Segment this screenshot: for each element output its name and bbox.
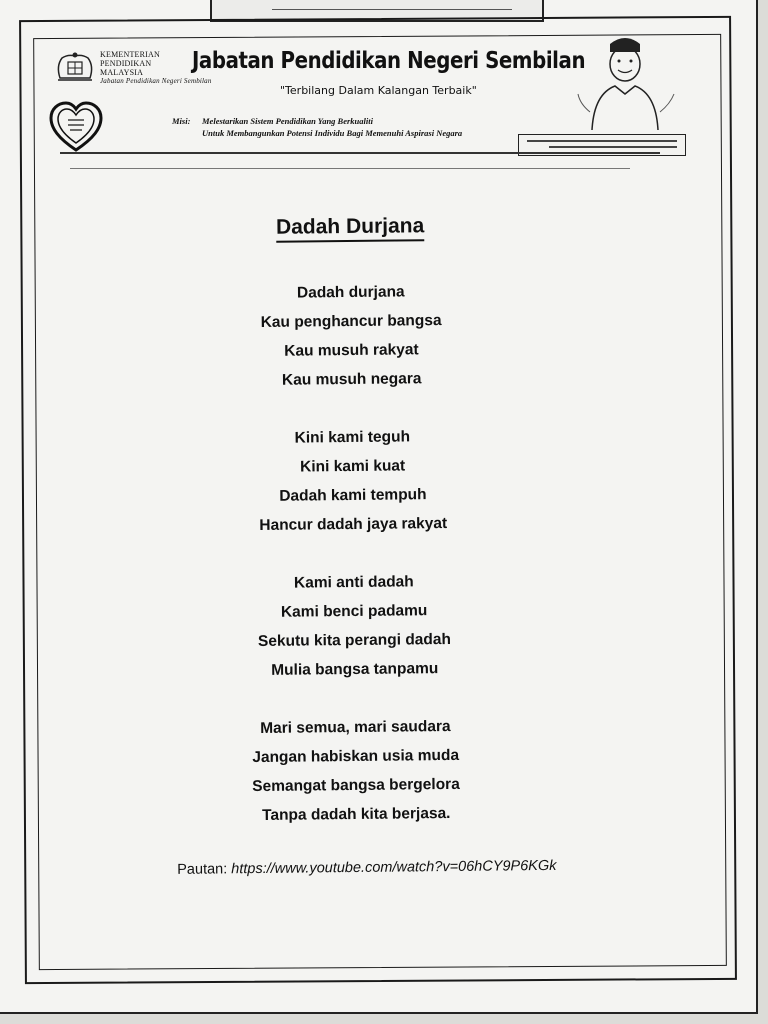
header-rule [70, 168, 630, 169]
ministry-subtitle: Jabatan Pendidikan Negeri Sembilan [100, 77, 212, 85]
poem-line: Kami benci padamu [280, 602, 428, 621]
letterhead [40, 40, 720, 190]
link-label: Pautan: [177, 861, 228, 878]
heart-logo [48, 100, 104, 154]
header-rule [60, 152, 660, 154]
poem-content [100, 212, 607, 880]
poem-line: Mulia bangsa tanpamu [271, 660, 439, 679]
ministry-line: PENDIDIKAN [100, 59, 152, 68]
poem-line: Semangat bangsa bergelora [252, 775, 460, 796]
poem-line: Mari semua, mari saudara [260, 717, 451, 737]
stanza [105, 710, 606, 831]
ministry-line: MALAYSIA [100, 68, 144, 77]
poem-line: Sekutu kita perangi dadah [257, 630, 452, 650]
ministry-line: KEMENTERIAN [100, 50, 160, 59]
poem-line: Kau penghancur bangsa [260, 312, 442, 331]
mission-label: Misi: [172, 116, 191, 126]
poem-line: Jangan habiskan usia muda [252, 746, 460, 767]
mission-line: Melestarikan Sistem Pendidikan Yang Berkualiti [202, 116, 373, 126]
poem-line: Kini kami teguh [294, 428, 411, 447]
youtube-url[interactable]: https://www.youtube.com/watch?v=06hCY9P6KGk [231, 857, 557, 878]
stanza [102, 420, 603, 541]
portrait-image [570, 34, 680, 130]
mission-statement [172, 115, 462, 139]
poem-line: Kau musuh negara [281, 370, 422, 389]
stanza [101, 275, 602, 396]
poem-line: Kami anti dadah [293, 573, 414, 592]
poem-title: Dadah Durjana [276, 214, 424, 243]
mission-line: Untuk Membangunkan Potensi Individu Bagi Memenuhi Aspirasi Negara [202, 128, 463, 138]
motto: "Terbilang Dalam Kalangan Terbaik" [280, 84, 477, 97]
poem-line: Tanpa dadah kita berjasa. [262, 804, 451, 824]
poem-line: Dadah kami tempuh [279, 486, 427, 505]
poem-line: Kau musuh rakyat [284, 341, 419, 360]
poem-line: Kini kami kuat [300, 457, 406, 476]
poem-line: Dadah durjana [296, 283, 405, 302]
department-title: Jabatan Pendidikan Negeri Sembilan [192, 48, 586, 74]
stanza [104, 565, 605, 686]
poem-line: Hancur dadah jaya rakyat [259, 515, 448, 534]
ministry-crest-logo [52, 50, 98, 84]
